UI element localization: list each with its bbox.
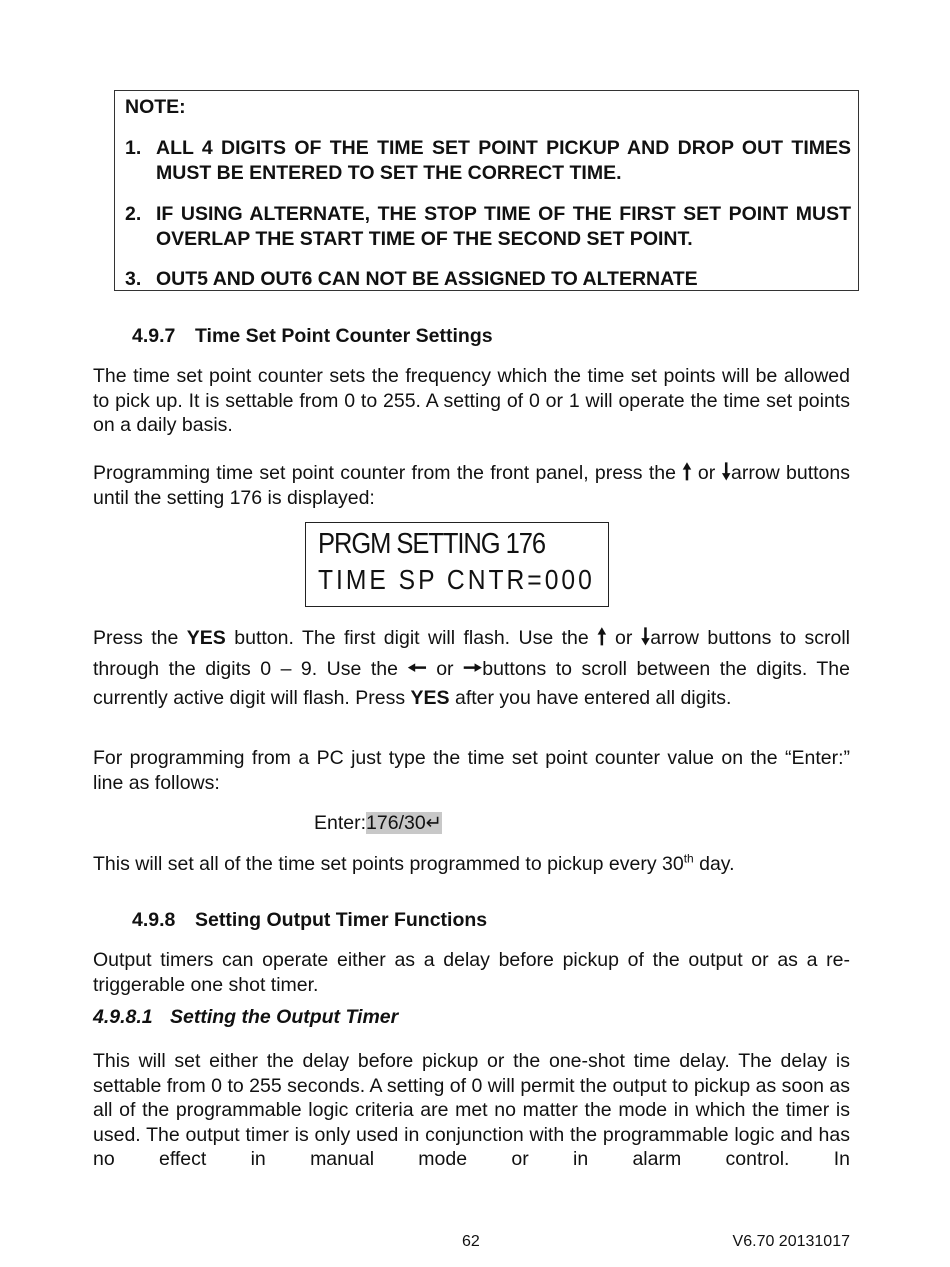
yes-keyword: YES <box>410 687 450 709</box>
note-item-number: 3. <box>125 268 142 290</box>
paragraph-output-timer-detail: This will set either the delay before pickup or the one-shot time delay. The delay is settable from 0 to 255 seconds. A setting of 0 will permit the output to pickup as soon as all of the programmable logic criteria are met no matter the mode in which the timer is used. The output timer is only used in conjunction with the programmable logic and has no effect in manual mode or in alarm control. In <box>93 1050 850 1170</box>
text-run: or <box>691 462 722 484</box>
note-item <box>125 202 851 251</box>
text-run: Press the <box>93 627 187 649</box>
subsection-title: Setting the Output Timer <box>170 1006 399 1028</box>
down-arrow-icon: 🠗 <box>640 624 651 649</box>
text-run: Programming time set point counter from the front panel, press the <box>93 462 683 484</box>
text-run: buttons to scroll between the digits. The currently active digit will flash. Press <box>93 658 850 709</box>
note-item-text: IF USING ALTERNATE, THE STOP TIME OF THE FIRST SET POINT MUST OVERLAP THE START TIME OF THE SECOND SET POINT. <box>156 203 851 250</box>
lcd-display <box>305 522 609 607</box>
right-arrow-icon: 🠖 <box>463 655 483 680</box>
section-title: Setting Output Timer Functions <box>195 909 488 931</box>
section-heading-498 <box>132 908 487 933</box>
paragraph-counter-description: The time set point counter sets the frequency which the time set points will be allowed to pick up. It is settable from 0 to 255. A setting of 0 or 1 will operate the time set points on a daily basis. <box>93 365 850 436</box>
superscript: th <box>683 851 694 866</box>
document-version: V6.70 20131017 <box>732 1233 850 1250</box>
paragraph-pc-programming: For programming from a PC just type the time set point counter value on the “Enter:” line as follows: <box>93 747 850 794</box>
section-number: 4.9.8 <box>132 909 176 931</box>
lcd-line-1: PRGM SETTING 176 <box>318 528 546 560</box>
lcd-line-2: TIME SP CNTR=000 <box>318 564 595 595</box>
text-run: or <box>606 627 641 649</box>
section-heading-497 <box>132 324 493 349</box>
note-title: NOTE: <box>125 96 186 118</box>
text-run: button. The first digit will flash. Use the <box>225 627 598 649</box>
yes-keyword: YES <box>186 627 226 649</box>
paragraph-yes-instructions <box>93 622 850 713</box>
up-arrow-icon: 🠕 <box>682 459 692 484</box>
up-arrow-icon: 🠕 <box>597 624 607 649</box>
down-arrow-icon: 🠗 <box>721 459 731 484</box>
text-run: This will set all of the time set points programmed to pickup every 30 <box>93 853 684 875</box>
note-item <box>125 267 851 292</box>
text-run: arrow buttons to scroll through the digits 0 – 9. Use the <box>93 627 850 680</box>
paragraph-pickup-every <box>93 852 850 877</box>
text-run: day. <box>693 853 735 875</box>
note-item-text: OUT5 AND OUT6 CAN NOT BE ASSIGNED TO ALTERNATE <box>156 268 698 290</box>
enter-label: Enter: <box>314 812 367 834</box>
enter-value: 176/30↵ <box>366 812 443 834</box>
note-item-number: 2. <box>125 203 142 225</box>
text-run: or <box>426 658 464 680</box>
note-item <box>125 136 851 185</box>
section-number: 4.9.7 <box>132 325 176 347</box>
left-arrow-icon: 🠔 <box>407 655 427 680</box>
enter-command-line <box>314 811 442 836</box>
paragraph-front-panel <box>93 460 850 510</box>
paragraph-output-timers: Output timers can operate either as a delay before pickup of the output or as a re-triggerable one shot timer. <box>93 949 850 996</box>
note-item-text: ALL 4 DIGITS OF THE TIME SET POINT PICKUP AND DROP OUT TIMES MUST BE ENTERED TO SET THE CORRECT TIME. <box>156 137 851 184</box>
page-number: 62 <box>462 1233 480 1250</box>
note-item-number: 1. <box>125 137 142 159</box>
text-run: arrow buttons until the setting 176 is displayed: <box>93 462 850 509</box>
text-run: after you have entered all digits. <box>449 687 732 709</box>
subsection-heading-4981 <box>93 1005 398 1030</box>
subsection-number: 4.9.8.1 <box>93 1006 153 1028</box>
section-title: Time Set Point Counter Settings <box>195 325 493 347</box>
note-box <box>114 90 859 291</box>
